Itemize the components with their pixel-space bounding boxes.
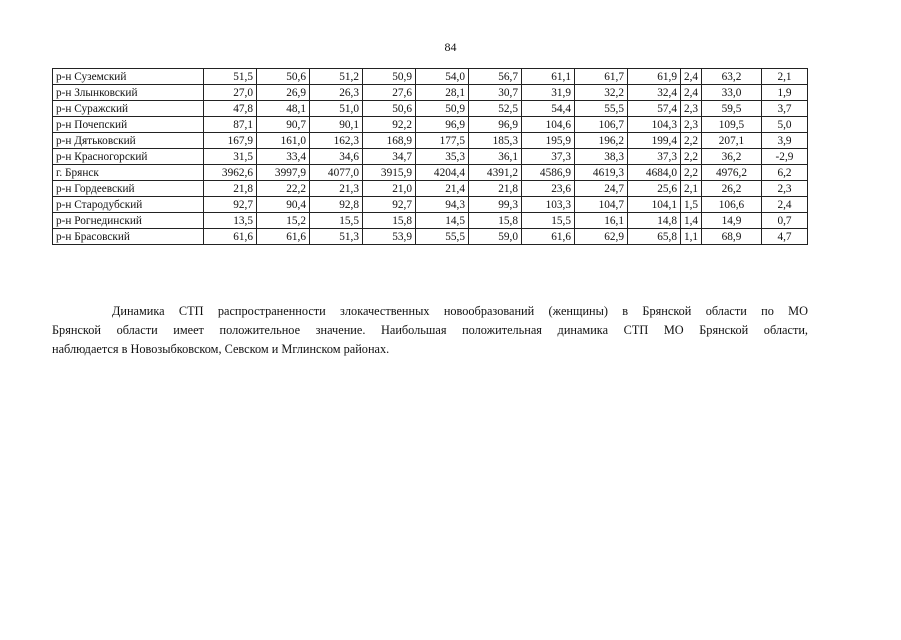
row-label: г. Брянск: [53, 165, 204, 181]
table-cell: 3,7: [762, 101, 808, 117]
table-cell: 14,8: [628, 213, 681, 229]
table-cell: 90,7: [257, 117, 310, 133]
table-cell: 3962,6: [204, 165, 257, 181]
table-cell: 61,1: [522, 69, 575, 85]
table-cell: 162,3: [310, 133, 363, 149]
table-row: [53, 197, 808, 213]
table-cell: 33,0: [702, 85, 762, 101]
table-cell: 21,8: [469, 181, 522, 197]
table-cell: 96,9: [469, 117, 522, 133]
row-label: р-н Дятьковский: [53, 133, 204, 149]
table-cell: 36,2: [702, 149, 762, 165]
table-cell: 51,3: [310, 229, 363, 245]
table-cell: 50,6: [257, 69, 310, 85]
table-cell: 61,7: [575, 69, 628, 85]
table-cell: 103,3: [522, 197, 575, 213]
table-cell: 50,9: [416, 101, 469, 117]
table-cell: 92,8: [310, 197, 363, 213]
table-cell: 4976,2: [702, 165, 762, 181]
row-label: р-н Брасовский: [53, 229, 204, 245]
table-cell: 37,3: [628, 149, 681, 165]
table-row: [53, 101, 808, 117]
table-cell: 27,0: [204, 85, 257, 101]
page-number: 84: [444, 40, 457, 54]
table-cell: 48,1: [257, 101, 310, 117]
table-cell: 2,2: [681, 133, 702, 149]
table-cell: 28,1: [416, 85, 469, 101]
table-cell: 55,5: [416, 229, 469, 245]
row-label: р-н Красногорский: [53, 149, 204, 165]
table-cell: 61,6: [257, 229, 310, 245]
table-cell: 2,3: [681, 117, 702, 133]
table-cell: 185,3: [469, 133, 522, 149]
table-cell: 106,6: [702, 197, 762, 213]
table-cell: 61,6: [522, 229, 575, 245]
table-cell: 1,4: [681, 213, 702, 229]
table-cell: -2,9: [762, 149, 808, 165]
table-cell: 104,7: [575, 197, 628, 213]
table-cell: 94,3: [416, 197, 469, 213]
table-row: [53, 133, 808, 149]
table-cell: 6,2: [762, 165, 808, 181]
table-cell: 31,9: [522, 85, 575, 101]
table-cell: 92,7: [363, 197, 416, 213]
table-cell: 5,0: [762, 117, 808, 133]
table-cell: 92,7: [204, 197, 257, 213]
table-cell: 37,3: [522, 149, 575, 165]
row-label: р-н Злынковский: [53, 85, 204, 101]
table-cell: 54,0: [416, 69, 469, 85]
table-cell: 21,3: [310, 181, 363, 197]
table-cell: 21,4: [416, 181, 469, 197]
table-cell: 3,9: [762, 133, 808, 149]
table-cell: 63,2: [702, 69, 762, 85]
row-label: р-н Стародубский: [53, 197, 204, 213]
table-row: [53, 117, 808, 133]
table-cell: 4204,4: [416, 165, 469, 181]
table-cell: 104,6: [522, 117, 575, 133]
table-cell: 1,5: [681, 197, 702, 213]
table-cell: 195,9: [522, 133, 575, 149]
table-cell: 32,2: [575, 85, 628, 101]
paragraph-line: Брянской области имеет положительное значение. Наибольшая положительная динамика СТП МО Брянской области,: [52, 323, 808, 337]
table-cell: 24,7: [575, 181, 628, 197]
table-cell: 57,4: [628, 101, 681, 117]
table-cell: 2,1: [681, 181, 702, 197]
table-cell: 56,7: [469, 69, 522, 85]
table-row: [53, 213, 808, 229]
table-cell: 90,1: [310, 117, 363, 133]
table-cell: 2,4: [762, 197, 808, 213]
table-cell: 51,5: [204, 69, 257, 85]
table-cell: 15,2: [257, 213, 310, 229]
table-cell: 104,3: [628, 117, 681, 133]
table-cell: 2,2: [681, 165, 702, 181]
table-cell: 15,5: [522, 213, 575, 229]
table-cell: 25,6: [628, 181, 681, 197]
table-cell: 26,9: [257, 85, 310, 101]
table-cell: 3915,9: [363, 165, 416, 181]
table-cell: 55,5: [575, 101, 628, 117]
row-label: р-н Суражский: [53, 101, 204, 117]
table-cell: 68,9: [702, 229, 762, 245]
table-cell: 35,3: [416, 149, 469, 165]
table-cell: 4391,2: [469, 165, 522, 181]
table-cell: 196,2: [575, 133, 628, 149]
table-cell: 59,0: [469, 229, 522, 245]
table-cell: 23,6: [522, 181, 575, 197]
table-cell: 31,5: [204, 149, 257, 165]
table-cell: 16,1: [575, 213, 628, 229]
table-cell: 51,2: [310, 69, 363, 85]
table-cell: 62,9: [575, 229, 628, 245]
table-cell: 92,2: [363, 117, 416, 133]
table-cell: 177,5: [416, 133, 469, 149]
table-cell: 1,9: [762, 85, 808, 101]
table-cell: 33,4: [257, 149, 310, 165]
table-cell: 36,1: [469, 149, 522, 165]
table-row: [53, 165, 808, 181]
table-cell: 2,4: [681, 69, 702, 85]
table-cell: 21,0: [363, 181, 416, 197]
table-cell: 168,9: [363, 133, 416, 149]
table-cell: 53,9: [363, 229, 416, 245]
table-cell: 51,0: [310, 101, 363, 117]
table-cell: 13,5: [204, 213, 257, 229]
paragraph-line: Динамика СТП распространенности злокачественных новообразований (женщины) в Брянской области по МО: [112, 304, 808, 318]
table-cell: 50,9: [363, 69, 416, 85]
table-row: [53, 149, 808, 165]
table-cell: 0,7: [762, 213, 808, 229]
table-row: [53, 181, 808, 197]
table-cell: 2,2: [681, 149, 702, 165]
table-cell: 34,6: [310, 149, 363, 165]
table-cell: 65,8: [628, 229, 681, 245]
table-row: [53, 69, 808, 85]
table-cell: 61,9: [628, 69, 681, 85]
row-label: р-н Почепский: [53, 117, 204, 133]
table-cell: 21,8: [204, 181, 257, 197]
table-cell: 2,4: [681, 85, 702, 101]
table-cell: 167,9: [204, 133, 257, 149]
table-cell: 4,7: [762, 229, 808, 245]
table-cell: 59,5: [702, 101, 762, 117]
table-cell: 4619,3: [575, 165, 628, 181]
table-cell: 47,8: [204, 101, 257, 117]
table-cell: 161,0: [257, 133, 310, 149]
row-label: р-н Гордеевский: [53, 181, 204, 197]
table-cell: 4684,0: [628, 165, 681, 181]
table-cell: 14,5: [416, 213, 469, 229]
table-cell: 22,2: [257, 181, 310, 197]
table-cell: 96,9: [416, 117, 469, 133]
table-cell: 26,2: [702, 181, 762, 197]
table-cell: 199,4: [628, 133, 681, 149]
table-cell: 30,7: [469, 85, 522, 101]
table-row: [53, 229, 808, 245]
summary-paragraph: [52, 302, 808, 359]
table-cell: 2,3: [681, 101, 702, 117]
table-cell: 3997,9: [257, 165, 310, 181]
table-cell: 104,1: [628, 197, 681, 213]
table-cell: 109,5: [702, 117, 762, 133]
data-table: [52, 68, 808, 245]
row-label: р-н Суземский: [53, 69, 204, 85]
table-cell: 54,4: [522, 101, 575, 117]
table-cell: 34,7: [363, 149, 416, 165]
table-cell: 32,4: [628, 85, 681, 101]
table-cell: 90,4: [257, 197, 310, 213]
table-cell: 50,6: [363, 101, 416, 117]
row-label: р-н Рогнединский: [53, 213, 204, 229]
table-cell: 207,1: [702, 133, 762, 149]
table-cell: 27,6: [363, 85, 416, 101]
table-cell: 14,9: [702, 213, 762, 229]
table-cell: 38,3: [575, 149, 628, 165]
table-cell: 106,7: [575, 117, 628, 133]
table-cell: 61,6: [204, 229, 257, 245]
table-cell: 4077,0: [310, 165, 363, 181]
table-cell: 1,1: [681, 229, 702, 245]
table-cell: 15,8: [363, 213, 416, 229]
table-cell: 52,5: [469, 101, 522, 117]
table-body: [53, 69, 808, 245]
table-cell: 4586,9: [522, 165, 575, 181]
table-cell: 15,5: [310, 213, 363, 229]
table-cell: 2,3: [762, 181, 808, 197]
table-row: [53, 85, 808, 101]
table-cell: 26,3: [310, 85, 363, 101]
table-cell: 87,1: [204, 117, 257, 133]
table-cell: 15,8: [469, 213, 522, 229]
table-cell: 99,3: [469, 197, 522, 213]
paragraph-line: наблюдается в Новозыбковском, Севском и Мглинском районах.: [52, 342, 390, 356]
table-cell: 2,1: [762, 69, 808, 85]
